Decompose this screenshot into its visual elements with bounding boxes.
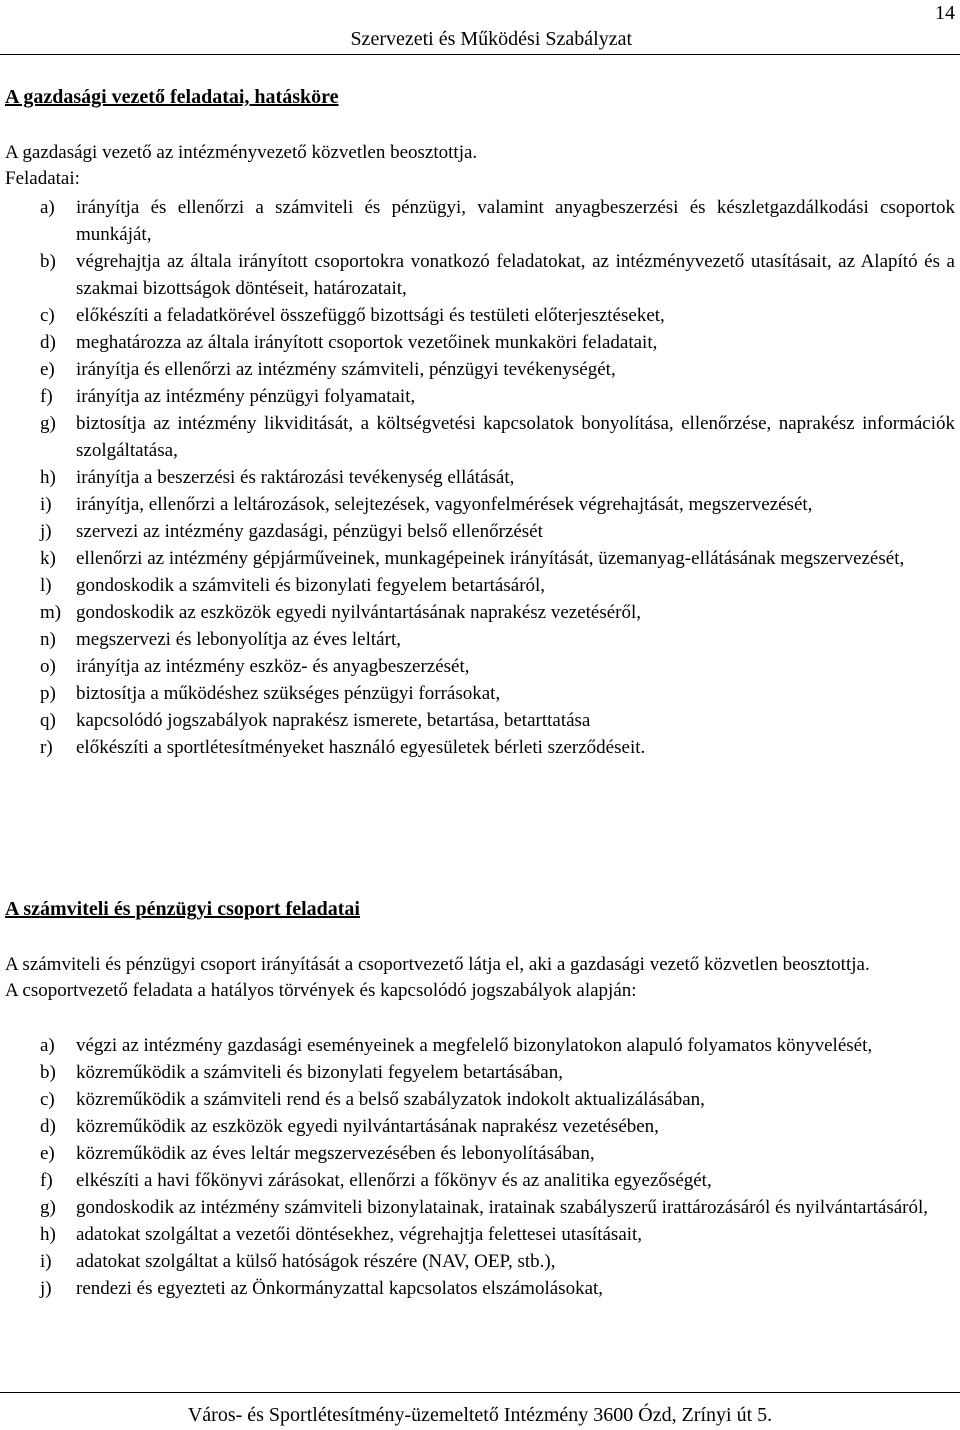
list-item-text: irányítja és ellenőrzi a számviteli és pénzügyi, valamint anyagbeszerzési és készletgazdálkodási csoportok munkáját, [76,197,955,245]
list-item-marker: j) [40,521,52,542]
list-item-marker: g) [40,413,56,434]
list-item [0,1059,955,1086]
list-item-text: rendezi és egyezteti az Önkormányzattal kapcsolatos elszámolásokat, [76,1278,604,1299]
footer-divider [0,1392,960,1393]
list-item [0,356,955,383]
list-item-text: irányítja az intézmény eszköz- és anyagbeszerzését, [76,656,470,677]
list-item-marker: l) [40,575,52,596]
list-item [0,1113,955,1140]
intro-sentence: A gazdasági vezető az intézményvezető közvetlen beosztottja. [5,142,478,163]
list-item [0,626,955,653]
list-item [0,1167,955,1194]
list-item [0,491,955,518]
list-item [0,329,955,356]
list-item [0,518,955,545]
list-item-marker: b) [40,251,56,272]
list-item-marker: k) [40,548,56,569]
list-item-marker: p) [40,683,56,704]
list-item-marker: c) [40,1089,55,1110]
list-item-marker: q) [40,710,56,731]
list-item [0,599,955,626]
list-item [0,194,955,248]
list-item-text: előkészíti a sportlétesítményeket használó egyesületek bérleti szerződéseit. [76,737,646,758]
list-item-text: ellenőrzi az intézmény gépjárműveinek, munkagépeinek irányítását, üzemanyag-ellátásának megszervezését, [76,548,905,569]
list-item-marker: d) [40,332,56,353]
list-item-text: biztosítja a működéshez szükséges pénzügyi forrásokat, [76,683,501,704]
list-item-text: irányítja a beszerzési és raktározási tevékenység ellátását, [76,467,515,488]
list-item [0,1194,955,1221]
list-item [0,1221,955,1248]
list-item [0,1248,955,1275]
section-title-accounting-group: A számviteli és pénzügyi csoport feladatai [5,898,360,920]
list-item-text: közreműködik az eszközök egyedi nyilvántartásának naprakész vezetésében, [76,1116,659,1137]
list-item-marker: e) [40,1143,55,1164]
list-item [0,734,955,761]
list-item-marker: d) [40,1116,56,1137]
list-item [0,680,955,707]
list-item-text: előkészíti a feladatkörével összefüggő bizottsági és testületi előterjesztéseket, [76,305,665,326]
list-item-marker: a) [40,197,55,218]
list-item [0,383,955,410]
list-item-marker: b) [40,1062,56,1083]
list-item [0,464,955,491]
list-item-text: gondoskodik az eszközök egyedi nyilvántartásának naprakész vezetéséről, [76,602,642,623]
list-item-text: közreműködik a számviteli és bizonylati fegyelem betartásában, [76,1062,563,1083]
list-item-marker: a) [40,1035,55,1056]
list-item-marker: f) [40,1170,53,1191]
list-item-marker: e) [40,359,55,380]
list-item-text: gondoskodik a számviteli és bizonylati fegyelem betartásáról, [76,575,546,596]
list-item [0,1086,955,1113]
list-item-text: szervezi az intézmény gazdasági, pénzügyi belső ellenőrzését [76,521,543,542]
section-intro [5,140,955,192]
list-item-text: meghatározza az általa irányított csoportok vezetőinek munkaköri feladatait, [76,332,658,353]
list-item-text: biztosítja az intézmény likviditását, a költségvetési kapcsolatok bonyolítása, ellenőrzése, naprakész információk szolgáltatása, [76,413,955,461]
list-item [0,248,955,302]
list-item [0,1140,955,1167]
list-item [0,1275,955,1302]
list-item-marker: c) [40,305,55,326]
list-item [0,545,955,572]
list-item-marker: m) [40,602,62,623]
list-item-marker: h) [40,467,56,488]
task-list-economic-director [0,194,955,761]
list-item-marker: i) [40,494,52,515]
list-item-marker: h) [40,1224,56,1245]
list-item-text: kapcsolódó jogszabályok naprakész ismerete, betartása, betarttatása [76,710,591,731]
list-item-text: irányítja az intézmény pénzügyi folyamatait, [76,386,416,407]
intro-paragraph: A számviteli és pénzügyi csoport irányítását a csoportvezető látja el, aki a gazdasági vezető közvetlen beosztottja. [5,954,870,975]
list-item-text: adatokat szolgáltat a vezetői döntésekhez, végrehajtja felettesei utasításait, [76,1224,643,1245]
list-item-text: végrehajtja az általa irányított csoportokra vonatkozó feladatokat, az intézményvezető utasításait, az Alapító és a szakmai bizottságok döntéseit, határozatait, [76,251,955,299]
list-item-marker: i) [40,1251,52,1272]
list-item-marker: r) [40,737,53,758]
list-item-text: adatokat szolgáltat a külső hatóságok részére (NAV, OEP, stb.), [76,1251,556,1272]
list-item-marker: f) [40,386,53,407]
tasks-lead: Feladatai: [5,168,80,189]
footer-address: Város- és Sportlétesítmény-üzemeltető Intézmény 3600 Ózd, Zrínyi út 5. [187,1404,773,1426]
section-title-economic-director: A gazdasági vezető feladatai, hatásköre [5,86,339,108]
list-item-text: végzi az intézmény gazdasági eseményeinek a megfelelő bizonylatokon alapuló folyamatos könyvelését, [76,1035,873,1056]
tasks-lead: A csoportvezető feladata a hatályos törvények és kapcsolódó jogszabályok alapján: [5,980,637,1001]
section-intro [5,952,955,1004]
list-item-text: közreműködik a számviteli rend és a belső szabályzatok indokolt aktualizálásában, [76,1089,705,1110]
list-item-text: irányítja és ellenőrzi az intézmény számviteli, pénzügyi tevékenységét, [76,359,616,380]
list-item-text: megszervezi és lebonyolítja az éves leltárt, [76,629,401,650]
list-item [0,707,955,734]
list-item-marker: j) [40,1278,52,1299]
list-item-text: irányítja, ellenőrzi a leltározások, selejtezések, vagyonfelmérések végrehajtását, megszervezését, [76,494,813,515]
list-item [0,572,955,599]
list-item-text: elkészíti a havi főkönyvi zárásokat, ellenőrzi a főkönyv és az analitika egyezőségét, [76,1170,712,1191]
list-item-marker: g) [40,1197,56,1218]
page-number: 14 [935,2,955,24]
list-item-marker: n) [40,629,56,650]
list-item [0,410,955,464]
list-item-text: gondoskodik az intézmény számviteli bizonylatainak, iratainak szabályszerű irattározásáról és nyilvántartásáról, [76,1197,929,1218]
list-item-text: közreműködik az éves leltár megszervezésében és lebonyolításában, [76,1143,595,1164]
list-item-marker: o) [40,656,56,677]
task-list-accounting-group [0,1032,955,1302]
list-item [0,653,955,680]
list-item [0,1032,955,1059]
list-item [0,302,955,329]
running-header-title: Szervezeti és Működési Szabályzat [350,28,632,50]
header-divider [0,54,960,55]
